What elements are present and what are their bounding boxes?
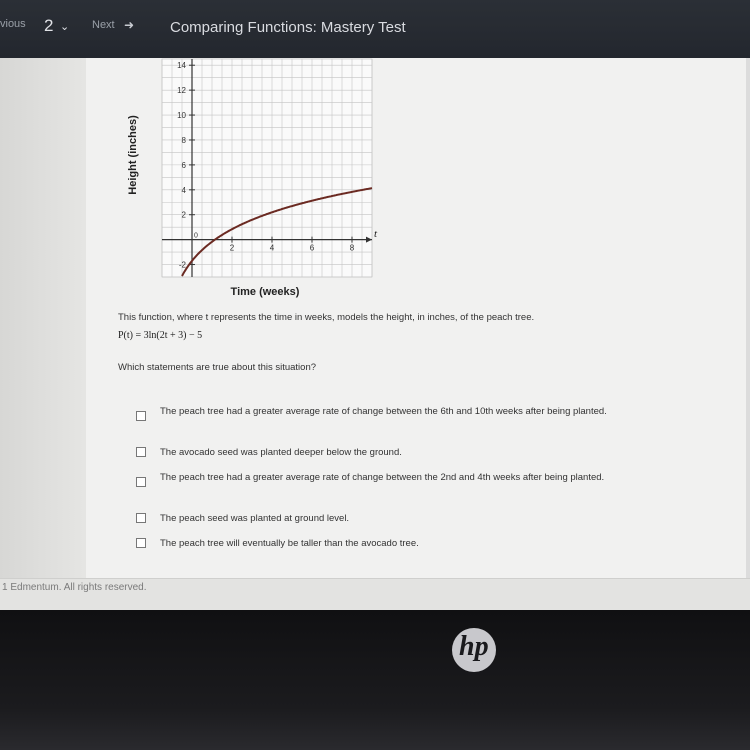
checkbox[interactable] — [136, 538, 146, 548]
option-text: The peach seed was planted at ground level. — [160, 513, 350, 524]
x-variable-label: t — [374, 228, 378, 240]
laptop-bezel — [0, 610, 750, 750]
option-text: The peach tree had a greater average rate of change between the 6th and 10th weeks after being planted. — [160, 406, 607, 417]
answer-option-4[interactable] — [136, 512, 656, 528]
peach-tree-graph — [110, 55, 390, 305]
y-axis-label: Height (inches) — [127, 115, 139, 195]
answer-option-3[interactable] — [136, 471, 656, 501]
option-text: The peach tree will eventually be taller than the avocado tree. — [160, 538, 419, 549]
y-tick-label: 8 — [181, 135, 186, 145]
question-prompt: Which statements are true about this situation? — [118, 362, 317, 373]
checkbox[interactable] — [136, 513, 146, 523]
previous-button[interactable]: vious — [0, 18, 26, 30]
origin-label: 0 — [194, 232, 198, 240]
x-axis-label: Time (weeks) — [230, 286, 300, 298]
footer — [0, 578, 750, 611]
answer-option-5[interactable] — [136, 537, 656, 553]
x-tick-label: 8 — [349, 243, 355, 253]
y-tick-label: 6 — [181, 160, 186, 170]
question-number-dropdown[interactable]: 2 — [44, 16, 54, 35]
checkbox[interactable] — [136, 411, 146, 421]
top-navigation-bar — [0, 0, 750, 58]
next-arrow-icon[interactable]: ➜ — [124, 18, 135, 32]
copyright-text: 1 Edmentum. All rights reserved. — [2, 582, 147, 593]
function-description: This function, where t represents the time in weeks, models the height, in inches, of the peach tree. — [118, 312, 535, 323]
x-tick-label: 4 — [269, 243, 275, 253]
y-tick-label: 12 — [177, 86, 186, 96]
x-tick-label: 6 — [309, 243, 315, 253]
function-formula: P(t) = 3ln(2t + 3) − 5 — [118, 330, 203, 341]
answer-option-1[interactable] — [136, 405, 656, 435]
checkbox[interactable] — [136, 477, 146, 487]
option-text: The peach tree had a greater average rate of change between the 2nd and 4th weeks after being planted. — [160, 472, 605, 483]
checkbox[interactable] — [136, 447, 146, 457]
y-tick-label: 10 — [177, 111, 186, 121]
y-tick-label: 14 — [177, 61, 186, 71]
y-tick-label: -2 — [178, 260, 186, 270]
x-tick-label: 2 — [229, 243, 235, 253]
answer-option-2[interactable] — [136, 446, 656, 462]
grid-background — [162, 59, 372, 277]
y-tick-label: 4 — [181, 185, 186, 195]
graph-grid — [162, 59, 372, 277]
option-text: The avocado seed was planted deeper below the ground. — [160, 447, 402, 458]
y-tick-label: 2 — [181, 210, 186, 220]
test-title: Comparing Functions: Mastery Test — [170, 19, 406, 36]
chevron-down-icon[interactable]: ⌄ — [60, 21, 70, 33]
hp-logo-text: hp — [459, 631, 489, 662]
next-button[interactable]: Next — [92, 19, 115, 31]
